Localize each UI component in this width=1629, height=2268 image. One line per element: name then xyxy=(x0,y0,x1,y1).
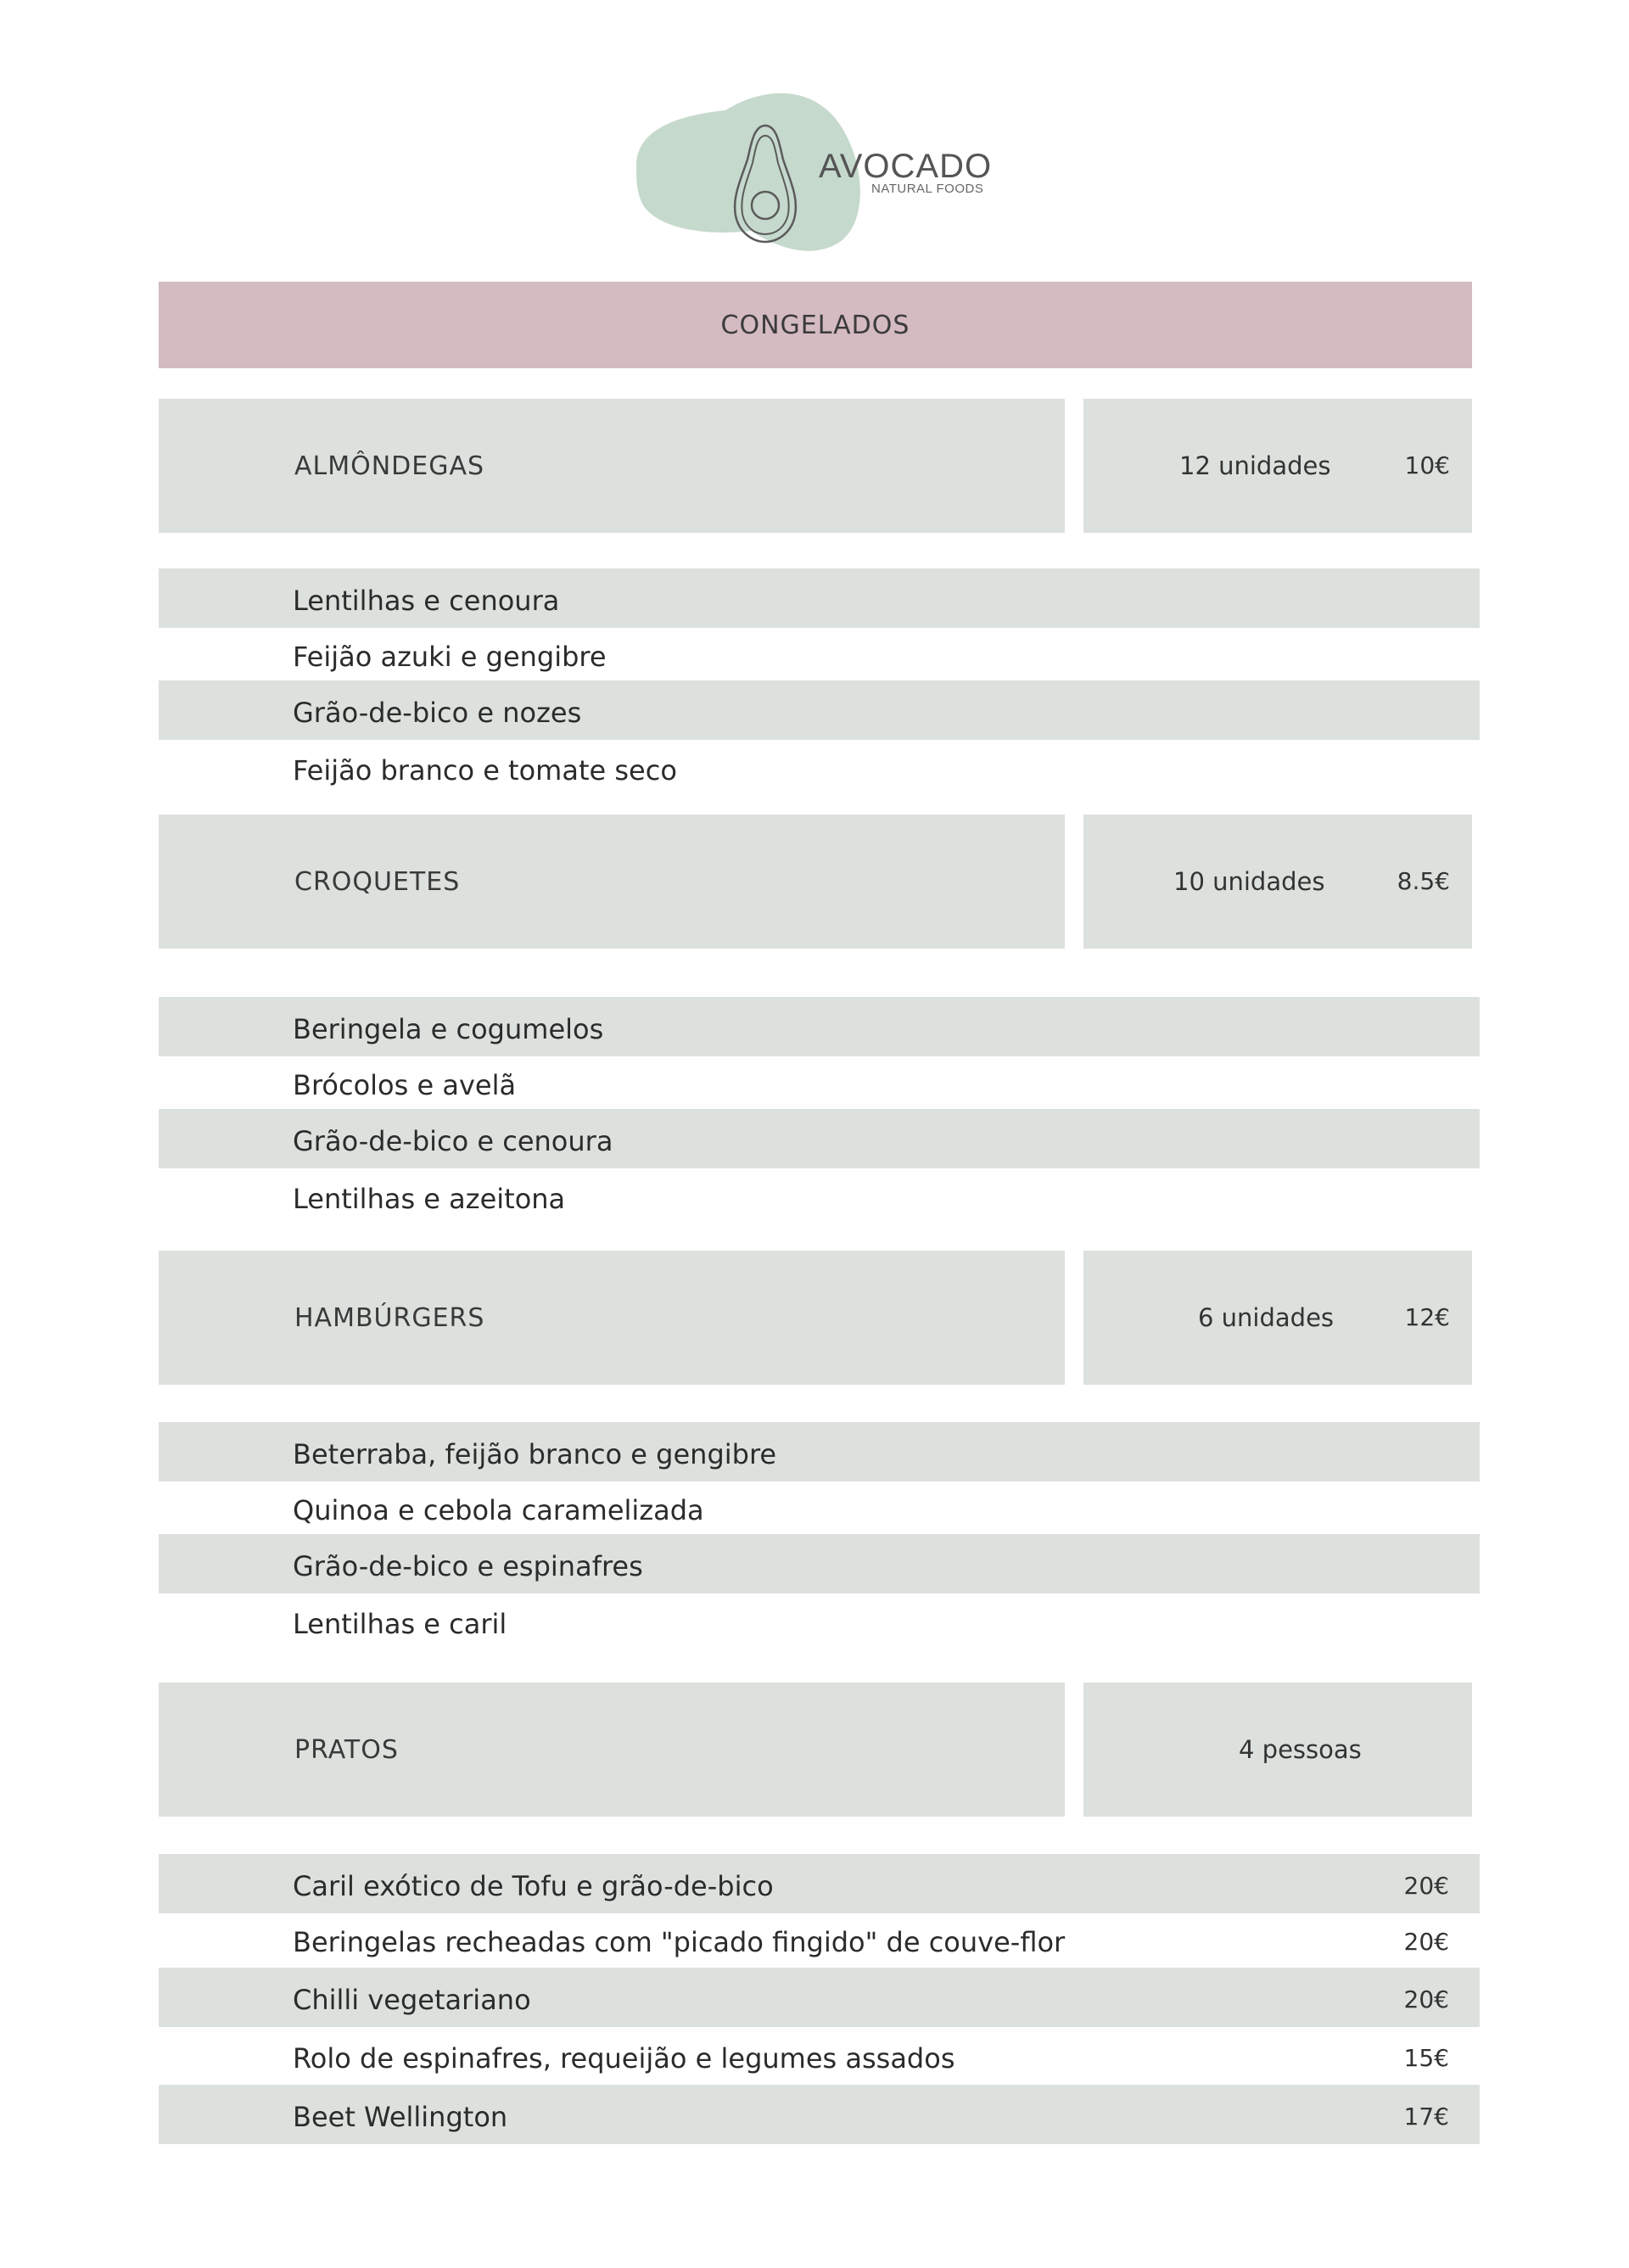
section-quantity: 6 unidades xyxy=(1198,1303,1335,1332)
section-price: 12€ xyxy=(1404,1303,1450,1331)
section-title: PRATOS xyxy=(294,1734,399,1765)
section-price: 8.5€ xyxy=(1397,867,1450,895)
list-item xyxy=(159,624,1480,684)
item-name: Lentilhas e caril xyxy=(293,1608,507,1640)
item-name: Rolo de espinafres, requeijão e legumes assados xyxy=(293,2042,955,2075)
item-name: Lentilhas e azeitona xyxy=(293,1183,566,1215)
section-header xyxy=(159,399,1065,533)
item-name: Feijão branco e tomate seco xyxy=(293,754,677,787)
section-quantity: 12 unidades xyxy=(1179,451,1331,480)
item-name: Grão-de-bico e cenoura xyxy=(293,1125,613,1157)
item-name: Brócolos e avelã xyxy=(293,1069,517,1101)
item-name: Grão-de-bico e espinafres xyxy=(293,1550,643,1582)
item-price: 15€ xyxy=(1403,2044,1449,2072)
item-price: 20€ xyxy=(1403,1928,1449,1956)
list-item xyxy=(159,1478,1480,1537)
category-title: CONGELADOS xyxy=(720,310,910,340)
list-item xyxy=(159,1592,1480,1651)
list-item xyxy=(159,1910,1480,1969)
section-title: HAMBÚRGERS xyxy=(294,1302,485,1333)
section-quantity: 10 unidades xyxy=(1173,867,1325,896)
list-item xyxy=(159,1534,1480,1593)
item-name: Chilli vegetariano xyxy=(293,1984,531,2016)
section-info xyxy=(1083,815,1472,949)
list-item xyxy=(159,1167,1480,1226)
item-name: Quinoa e cebola caramelizada xyxy=(293,1494,704,1526)
list-item xyxy=(159,1422,1480,1481)
list-item xyxy=(159,568,1480,628)
item-price: 20€ xyxy=(1403,1872,1449,1900)
section-title: ALMÔNDEGAS xyxy=(294,451,485,481)
list-item xyxy=(159,2085,1480,2144)
logo xyxy=(632,85,1005,255)
section-quantity: 4 pessoas xyxy=(1239,1735,1362,1764)
item-name: Beringela e cogumelos xyxy=(293,1013,604,1045)
category-banner xyxy=(159,282,1472,368)
logo-title: AVOCADO xyxy=(819,148,993,185)
section-header xyxy=(159,1683,1065,1817)
list-item xyxy=(159,2026,1480,2086)
section-info xyxy=(1083,399,1472,533)
item-name: Beterraba, feijão branco e gengibre xyxy=(293,1438,777,1470)
section-header xyxy=(159,815,1065,949)
item-name: Caril exótico de Tofu e grão-de-bico xyxy=(293,1870,774,1902)
list-item xyxy=(159,1109,1480,1168)
section-info xyxy=(1083,1251,1472,1385)
list-item xyxy=(159,997,1480,1056)
section-price: 10€ xyxy=(1404,451,1450,479)
item-name: Beringelas recheadas com "picado fingido" de couve-flor xyxy=(293,1926,1066,1958)
list-item xyxy=(159,1053,1480,1112)
item-name: Lentilhas e cenoura xyxy=(293,585,560,617)
item-price: 17€ xyxy=(1403,2103,1449,2131)
item-name: Grão-de-bico e nozes xyxy=(293,697,582,729)
section-title: CROQUETES xyxy=(294,866,461,897)
list-item xyxy=(159,1968,1480,2027)
list-item xyxy=(159,680,1480,740)
item-name: Feijão azuki e gengibre xyxy=(293,641,607,673)
section-header xyxy=(159,1251,1065,1385)
logo-subtitle: NATURAL FOODS xyxy=(871,182,984,196)
section-info xyxy=(1083,1683,1472,1817)
list-item xyxy=(159,1854,1480,1913)
list-item xyxy=(159,738,1480,798)
item-price: 20€ xyxy=(1403,1985,1449,2013)
item-name: Beet Wellington xyxy=(293,2101,508,2133)
